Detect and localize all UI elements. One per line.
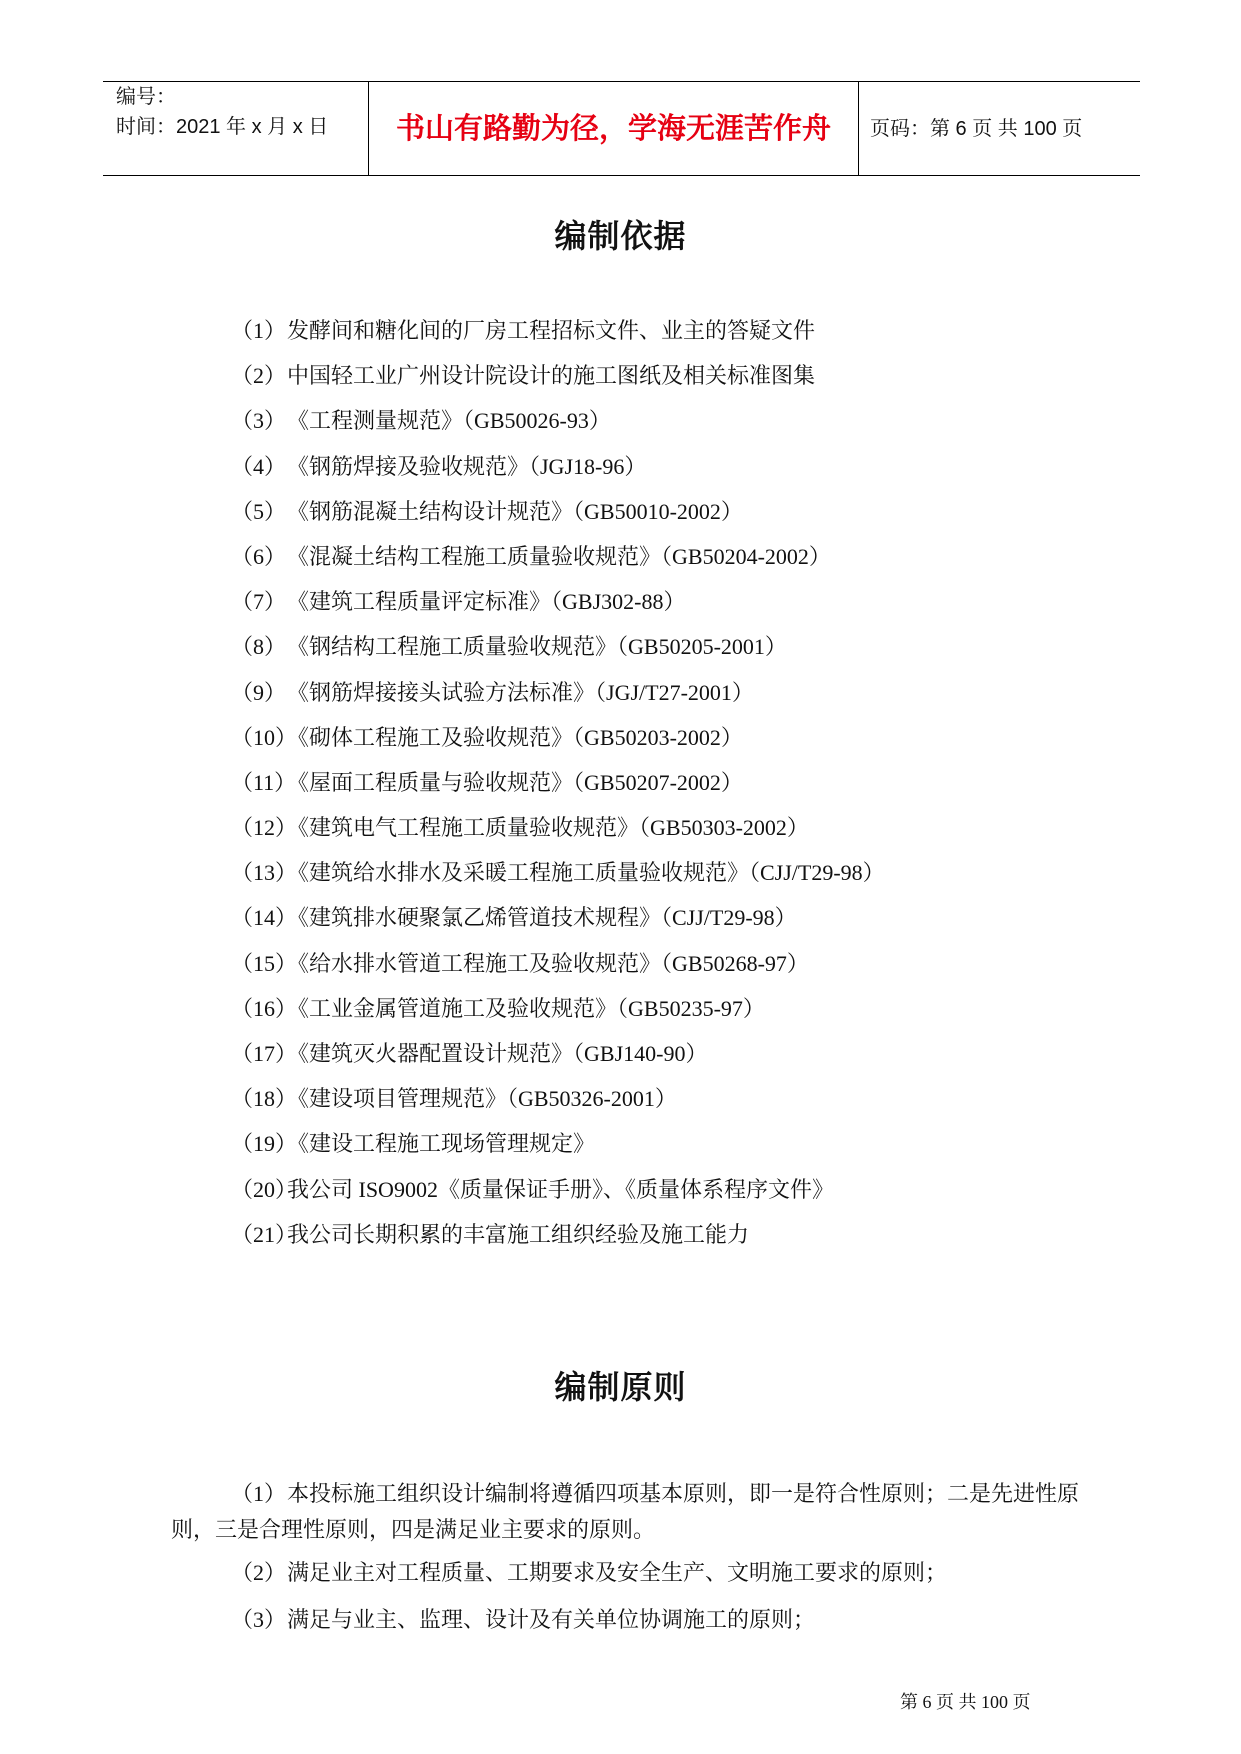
item-number: （8）: [231, 634, 287, 660]
item-number: （3）: [231, 1607, 287, 1632]
item-text: 我公司 ISO9002《质量保证手册》、《质量体系程序文件》: [287, 1176, 834, 1202]
item-number: （21）: [231, 1221, 298, 1247]
item-text: 满足业主对工程质量、工期要求及安全生产、文明施工要求的原则；: [287, 1560, 948, 1585]
item-text: 《工程测量规范》（GB50026-93）: [287, 408, 611, 434]
list-item: [231, 760, 1131, 805]
item-text: 《建筑电气工程施工质量验收规范》（GB50303-2002）: [287, 815, 809, 841]
list-item: [231, 579, 1131, 624]
item-text: 《建设项目管理规范》（GB50326-2001）: [287, 1086, 677, 1112]
item-text: 我公司长期积累的丰富施工组织经验及施工能力: [287, 1221, 750, 1247]
item-text: 《建筑排水硬聚氯乙烯管道技术规程》（CJJ/T29-98）: [287, 905, 797, 931]
principle-item-2: [231, 1555, 947, 1591]
item-number: （1）: [231, 318, 287, 343]
principle-item-1-line-2: [171, 1512, 655, 1548]
item-text: 《钢筋焊接及验收规范》（JGJ18-96）: [287, 453, 647, 479]
item-number: （12）: [231, 815, 298, 841]
item-number: （2）: [231, 1560, 287, 1585]
item-text: 《建筑给水排水及采暖工程施工质量验收规范》（CJJ/T29-98）: [287, 860, 885, 886]
serial-number-label: 编号：: [116, 86, 176, 108]
list-item: [231, 805, 1131, 850]
item-number: （6）: [231, 543, 287, 569]
list-item: [231, 444, 1131, 489]
header-page-info: 页码：第 6 页 共 100 页: [870, 118, 1083, 140]
item-number: （19）: [231, 1131, 298, 1157]
date-label: 时间：2021 年 x 月 x 日: [116, 116, 329, 138]
item-text: 《混凝土结构工程施工质量验收规范》（GB50204-2002）: [287, 543, 831, 569]
item-number: （16）: [231, 995, 298, 1021]
item-number: （5）: [231, 498, 287, 524]
header-divider-right: [858, 81, 859, 175]
item-number: （3）: [231, 408, 287, 434]
item-number: （18）: [231, 1086, 298, 1112]
section-title-basis: 编制依据: [554, 218, 687, 254]
item-text: 《给水排水管道工程施工及验收规范》（GB50268-97）: [287, 950, 809, 976]
list-item: [231, 895, 1131, 940]
footer-page-number: 第 6 页 共 100 页: [900, 1692, 1031, 1712]
item-text: 《工业金属管道施工及验收规范》（GB50235-97）: [287, 995, 765, 1021]
item-text: 《钢结构工程施工质量验收规范》（GB50205-2001）: [287, 634, 787, 660]
principle-item-3: [231, 1602, 815, 1638]
item-number: （14）: [231, 905, 298, 931]
item-number: （1）: [231, 1481, 287, 1506]
item-number: （13）: [231, 860, 298, 886]
list-item: [231, 1076, 1131, 1121]
list-item: [231, 308, 1131, 353]
list-item: [231, 1031, 1131, 1076]
header-motto: 书山有路勤为径，学海无涯苦作舟: [395, 113, 831, 145]
item-number: （7）: [231, 589, 287, 615]
item-text: 满足与业主、监理、设计及有关单位协调施工的原则；: [287, 1607, 816, 1632]
item-text: 《钢筋混凝土结构设计规范》（GB50010-2002）: [287, 498, 743, 524]
item-text: 本投标施工组织设计编制将遵循四项基本原则，即一是符合性原则；二是先进性原: [287, 1481, 1080, 1506]
header-bottom-rule: [103, 175, 1140, 176]
list-item: [231, 715, 1131, 760]
list-item: [231, 353, 1131, 398]
item-number: （10）: [231, 724, 298, 750]
basis-list: [231, 308, 1131, 1257]
principle-item-1-line-1: [231, 1476, 1080, 1512]
list-item: [231, 941, 1131, 986]
item-text: 《钢筋焊接接头试验方法标准》（JGJ/T27-2001）: [287, 679, 754, 705]
list-item: [231, 624, 1131, 669]
item-number: （11）: [231, 769, 297, 795]
item-text: 发酵间和糖化间的厂房工程招标文件、业主的答疑文件: [287, 318, 816, 343]
item-number: （20）: [231, 1176, 298, 1202]
list-item: [231, 670, 1131, 715]
item-text: 《建设工程施工现场管理规定》: [287, 1131, 596, 1157]
item-text: 中国轻工业广州设计院设计的施工图纸及相关标准图集: [287, 363, 816, 389]
item-text: 《建筑灭火器配置设计规范》（GBJ140-90）: [287, 1041, 708, 1066]
section-title-principles: 编制原则: [554, 1369, 687, 1405]
header-top-rule: [103, 81, 1140, 82]
item-number: （2）: [231, 363, 287, 389]
list-item: [231, 1212, 1131, 1257]
list-item: [231, 1121, 1131, 1166]
list-item: [231, 489, 1131, 534]
list-item: [231, 398, 1131, 443]
item-number: （4）: [231, 453, 287, 479]
list-item: [231, 986, 1131, 1031]
item-number: （9）: [231, 679, 287, 705]
list-item: [231, 534, 1131, 579]
item-number: （17）: [231, 1041, 298, 1066]
list-item: [231, 850, 1131, 895]
item-number: （15）: [231, 950, 298, 976]
list-item: [231, 1167, 1131, 1212]
item-text: 《建筑工程质量评定标准》（GBJ302-88）: [287, 589, 686, 615]
item-text: 《砌体工程施工及验收规范》（GB50203-2002）: [287, 724, 743, 750]
item-text: 《屋面工程质量与验收规范》（GB50207-2002）: [287, 769, 743, 795]
item-text: 则，三是合理性原则，四是满足业主要求的原则。: [171, 1517, 656, 1542]
